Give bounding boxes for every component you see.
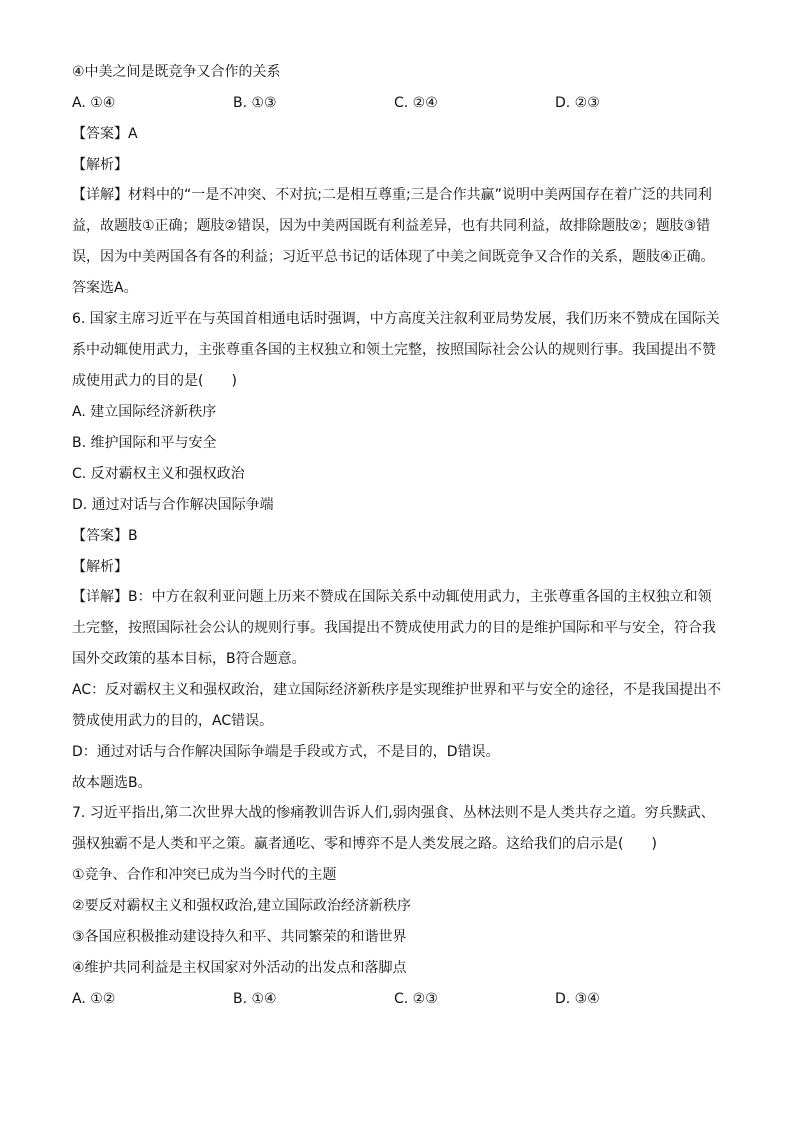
q6-stem: 6. 国家主席习近平在与英国首相通电话时强调，中方高度关注叙利亚局势发展，我们历来不赞成在国际关系中动辄使用武力，主张尊重各国的主权独立和领土完整，按照国际社会公认的规则行事。我国提出不赞成使用武力的目的是( ): [72, 311, 720, 389]
q7-option-a: A. ①②: [72, 991, 116, 1007]
q5-analysis-heading: 【解析】: [72, 157, 128, 173]
q7-option-d: D. ③④: [555, 991, 600, 1007]
q7-option-b: B. ①④: [233, 991, 277, 1007]
q6-detail-d: D：通过对话与合作解决国际争端是手段或方式，不是目的，D错误。: [72, 744, 500, 760]
q7-options: [72, 989, 722, 1020]
q6-detail-ac: AC：反对霸权主义和强权政治，建立国际经济新秩序是实现维护世界和平与安全的途径，不是我国提出不赞成使用武力的目的，AC错误。: [72, 682, 722, 729]
q6-option-d: D. 通过对话与合作解决国际争端: [72, 497, 274, 513]
q5-option-d: D. ②③: [555, 95, 600, 111]
q7-item-1: ①竞争、合作和冲突已成为当今时代的主题: [72, 867, 337, 883]
q6-conclusion: 故本题选B。: [72, 775, 152, 791]
q5-option-a: A. ①④: [72, 95, 116, 111]
q7-item-2: ②要反对霸权主义和强权政治,建立国际政治经济新秩序: [72, 898, 411, 914]
q6-option-c: C. 反对霸权主义和强权政治: [72, 466, 245, 482]
q6-answer: 【答案】B: [72, 528, 138, 544]
document-page: [72, 62, 722, 1020]
q7-item-3: ③各国应积极推动建设持久和平、共同繁荣的和谐世界: [72, 929, 407, 945]
q6-analysis-heading: 【解析】: [72, 559, 128, 575]
q5-answer: 【答案】A: [72, 126, 138, 142]
q7-option-c: C. ②③: [394, 991, 438, 1007]
q5-option-c: C. ②④: [394, 95, 438, 111]
q5-options: [72, 93, 722, 124]
q6-option-a: A. 建立国际经济新秩序: [72, 404, 217, 420]
q6-option-b: B. 维护国际和平与安全: [72, 435, 217, 451]
q7-item-4: ④维护共同利益是主权国家对外活动的出发点和落脚点: [72, 960, 407, 976]
q5-item-4: ④中美之间是既竞争又合作的关系: [72, 64, 281, 80]
q5-option-b: B. ①③: [233, 95, 277, 111]
q7-stem: 7. 习近平指出,第二次世界大战的惨痛教训告诉人们,弱肉强食、丛林法则不是人类共存之道。穷兵黩武、强权独霸不是人类和平之策。赢者通吃、零和博弈不是人类发展之路。这给我们的启示是( ): [72, 805, 715, 852]
q6-detail-b: 【详解】B：中方在叙利亚问题上历来不赞成在国际关系中动辄使用武力，主张尊重各国的主权独立和领土完整，按照国际社会公认的规则行事。我国提出不赞成使用武力的目的是维护国际和平与安全，符合我国外交政策的基本目标，B符合题意。: [72, 589, 716, 667]
q5-detail: 【详解】材料中的“一是不冲突、不对抗;二是相互尊重;三是合作共赢”说明中美两国存在着广泛的共同利益，故题肢①正确；题肢②错误，因为中美两国既有利益差异，也有共同利益，故排除题肢②；题肢③错误，因为中美两国各有各的利益；习近平总书记的话体现了中美之间既竞争又合作的关系，题肢④正确。答案选A。: [72, 187, 715, 296]
